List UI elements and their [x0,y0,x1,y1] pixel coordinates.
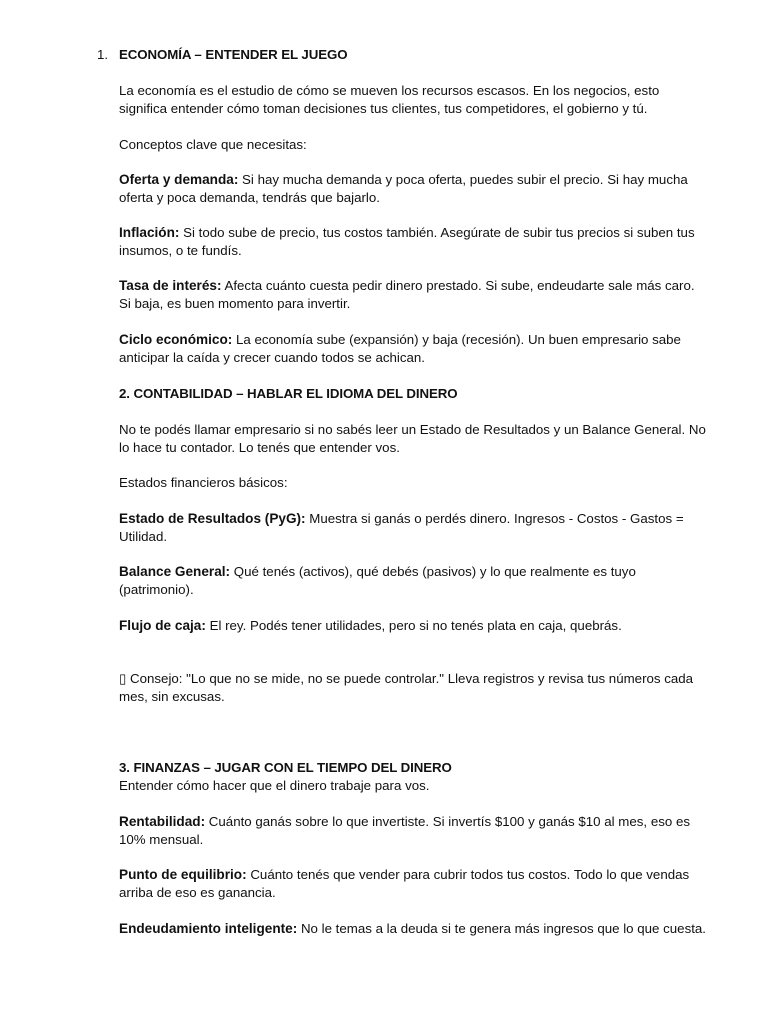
definition-rentabilidad [119,813,709,849]
definition-balance-general [119,563,709,599]
term-text: Cuánto tenés que vender para cubrir todos tus costos. Todo lo que vendas arriba de eso es ganancia. [119,867,690,900]
term-label: Endeudamiento inteligente: [119,921,298,936]
term-label: Tasa de interés: [119,278,222,293]
definition-tasa-interes [119,277,709,313]
term-label: Balance General: [119,564,231,579]
paragraph-lead-contabilidad: Estados financieros básicos: [119,475,288,490]
definition-estado-resultados [119,510,709,546]
term-text: Si todo sube de precio, tus costos también. Asegúrate de subir tus precios si suben tus insumos, o te fundís. [119,225,695,258]
section-heading-finanzas: 3. FINANZAS – JUGAR CON EL TIEMPO DEL DINERO [119,760,452,775]
term-text: Qué tenés (activos), qué debés (pasivos) y lo que realmente es tuyo (patrimonio). [119,564,636,597]
section-heading-contabilidad: 2. CONTABILIDAD – HABLAR EL IDIOMA DEL DINERO [119,386,458,401]
paragraph-intro-contabilidad: No te podés llamar empresario si no sabés leer un Estado de Resultados y un Balance General. No lo hace tu contador. Lo tenés que entender vos. [119,422,706,455]
paragraph-lead-economia: Conceptos clave que necesitas: [119,137,307,152]
term-text: El rey. Podés tener utilidades, pero si no tenés plata en caja, quebrás. [205,618,622,633]
section-heading-economia: ECONOMÍA – ENTENDER EL JUEGO [119,47,348,62]
tip-consejo: ▯ Consejo: "Lo que no se mide, no se puede controlar." Lleva registros y revisa tus números cada mes, sin excusas. [119,671,694,704]
definition-ciclo-economico [119,331,709,367]
definition-flujo-caja [119,617,709,635]
term-label: Ciclo económico: [119,332,233,347]
term-label: Punto de equilibrio: [119,867,247,882]
section-number: 1. [97,47,109,62]
term-text: No le temas a la deuda si te genera más ingresos que lo que cuesta. [297,921,707,936]
term-label: Oferta y demanda: [119,172,239,187]
term-text: Muestra si ganás o perdés dinero. Ingresos - Costos - Gastos = Utilidad. [119,511,684,544]
term-text: La economía sube (expansión) y baja (recesión). Un buen empresario sabe anticipar la caída y crecer cuando todos se achican. [119,332,681,365]
term-label: Inflación: [119,225,180,240]
paragraph-intro-finanzas: Entender cómo hacer que el dinero trabaje para vos. [119,778,430,793]
definition-endeudamiento [119,920,709,938]
paragraph-intro-economia: La economía es el estudio de cómo se mueven los recursos escasos. En los negocios, esto significa entender cómo toman decisiones tus clientes, tus competidores, el gobierno y tú. [119,83,660,116]
term-text: Cuánto ganás sobre lo que invertiste. Si invertís $100 y ganás $10 al mes, eso es 10% mensual. [119,814,690,847]
term-label: Estado de Resultados (PyG): [119,511,306,526]
term-text: Si hay mucha demanda y poca oferta, puedes subir el precio. Si hay mucha oferta y poca demanda, tendrás que bajarlo. [119,172,688,205]
definition-oferta-demanda [119,171,709,207]
term-label: Flujo de caja: [119,618,206,633]
definition-inflacion [119,224,709,260]
definition-punto-equilibrio [119,866,709,902]
term-label: Rentabilidad: [119,814,206,829]
term-text: Afecta cuánto cuesta pedir dinero prestado. Si sube, endeudarte sale más caro. Si baja, es buen momento para invertir. [119,278,695,311]
